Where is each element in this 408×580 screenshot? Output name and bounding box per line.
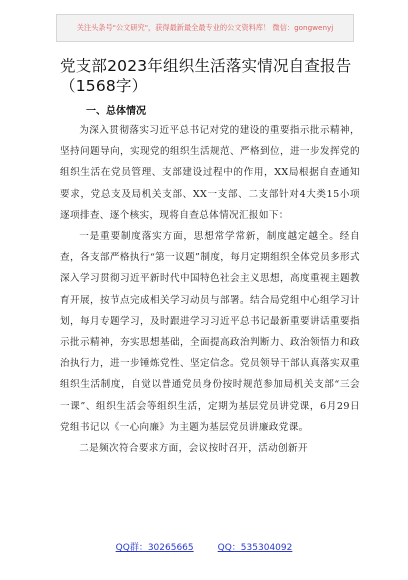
title-line-2: （1568字） [60,77,148,95]
title-line-1: 党支部2023年组织生活落实情况自查报告 [60,57,352,75]
paragraph-3: 二是频次符合要求方面，会议按时召开，活动创新开 [79,443,308,455]
qq-contact-link[interactable]: QQ：535304092 [217,543,293,553]
banner-text: 关注头条号"公文研究"，获得最新最全最专业的公文资料库！ 微信：gongwenyj [76,23,334,32]
document-body [60,120,360,459]
top-banner [56,14,354,42]
qq-group-link[interactable]: QQ群：30265665 [115,543,194,553]
footer-contacts [0,540,408,553]
paragraph-1: 为深入贯彻落实习近平总书记对党的建设的重要指示批示精神，坚持问题导向，实现党的组织生活规范、严格到位，进一步发挥党的组织生活在党员管理、支部建设过程中的作用，XX局根据自查通知要求，党总支及局机关支部、XX一支部、二支部针对4大类15小项逐项排查、逐个核实，现将自查总体情况汇报如下： [60,125,360,221]
document-title [60,56,360,96]
paragraph-2: 一是重要制度落实方面，思想常学常新，制度越定越全。经自查，各支部严格执行“第一议题”制度，每月定期组织全体党员多形式深入学习贯彻习近平新时代中国特色社会主义思想，高度重视主题教育开展，按节点完成相关学习动员与部署。结合局党组中心组学习计划，每月专题学习，及时跟进学习习近平总书记最新重要讲话重要指示批示精神，夯实思想基础，全面提高政治判断力、政治领悟力和政治执行力，进一步锤炼党性、坚定信念。党员领导干部认真落实双重组织生活制度，自觉以普通党员身份按时规范参加局机关支部“三会一课”、组织生活会等组织生活，定期为基层党员讲党课，6月29日党组书记以《一心向廉》为主题为基层党员讲廉政党课。 [60,231,360,433]
section-heading: 一、总体情况 [86,106,146,117]
